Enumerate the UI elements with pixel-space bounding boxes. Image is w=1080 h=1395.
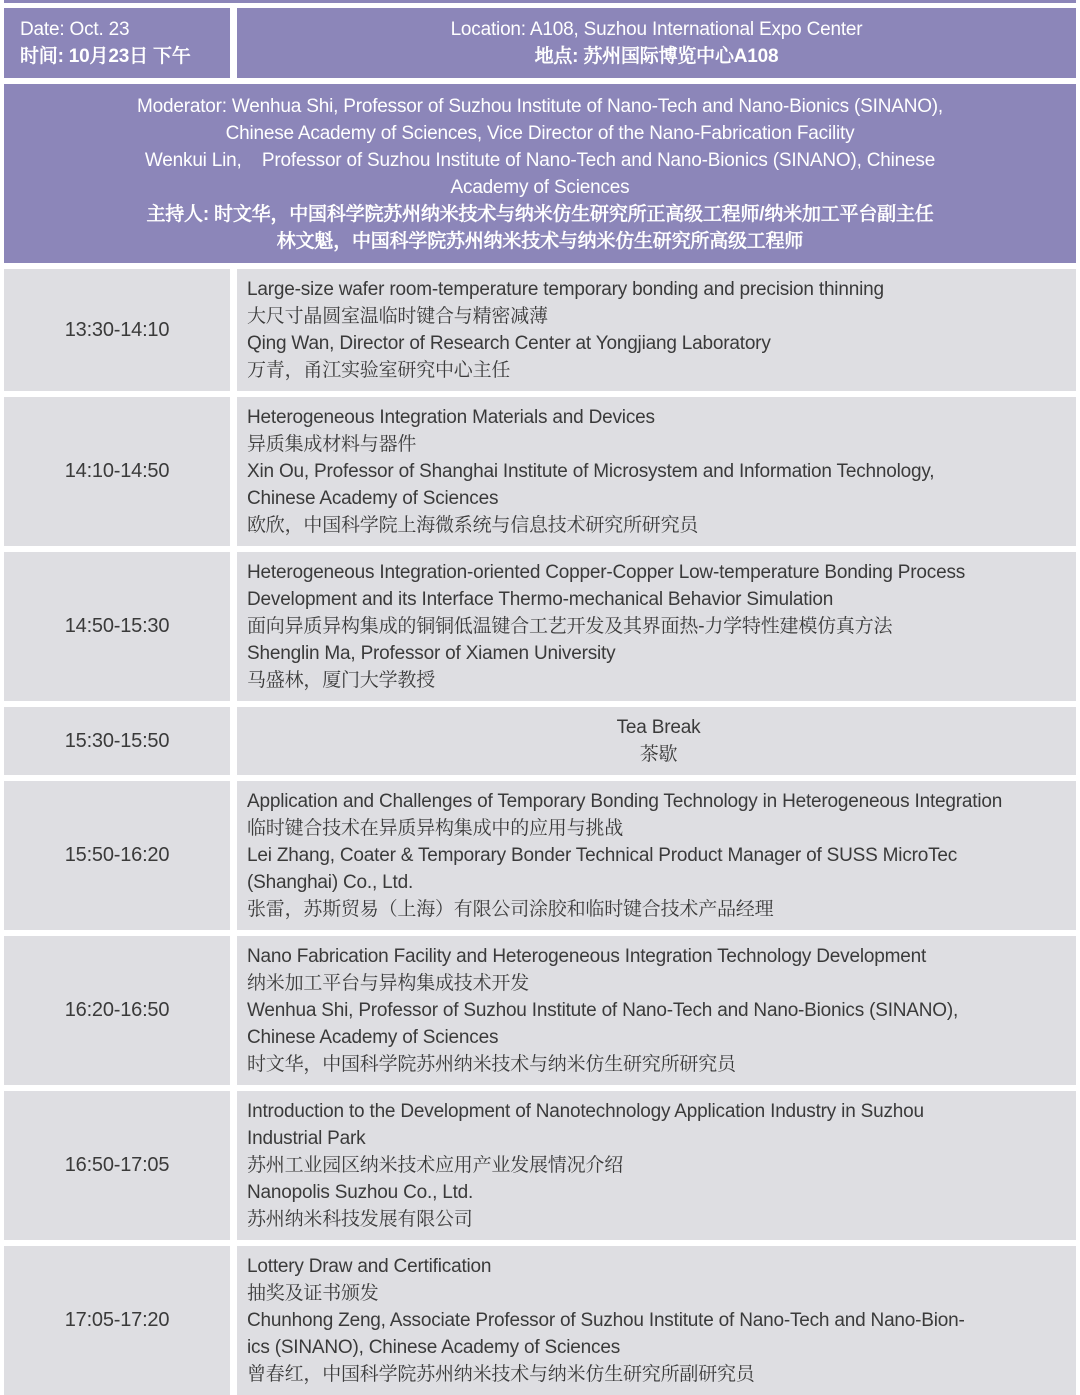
- session-time-cell: [4, 781, 230, 930]
- session-time: 16:20-16:50: [64, 999, 170, 1021]
- session-time-cell: [4, 1091, 230, 1240]
- location-label-en: Location: A108, Suzhou International Expo Center: [450, 19, 863, 40]
- session-line: ics (SINANO), Chinese Academy of Sciences: [247, 1337, 620, 1358]
- session-line: Development and its Interface Thermo-mechanical Behavior Simulation: [247, 589, 834, 610]
- session-line: Xin Ou, Professor of Shanghai Institute of Microsystem and Information Technology,: [247, 461, 935, 482]
- session-line: Shenglin Ma, Professor of Xiamen University: [247, 643, 616, 664]
- session-row: [4, 269, 1076, 391]
- date-label-zh: 时间: 10月23日 下午: [20, 46, 191, 67]
- moderator-line: Chinese Academy of Sciences, Vice Director of the Nano-Fabrication Facility: [225, 123, 855, 144]
- session-content: [237, 1246, 1076, 1395]
- session-content: [237, 781, 1076, 930]
- session-line: 万青，甬江实验室研究中心主任: [247, 360, 511, 381]
- session-line: Qing Wan, Director of Research Center at Yongjiang Laboratory: [247, 333, 771, 354]
- session-line: Lei Zhang, Coater & Temporary Bonder Technical Product Manager of SUSS MicroTec: [247, 845, 958, 866]
- session-row: [4, 781, 1076, 930]
- session-line: 临时键合技术在异质异构集成中的应用与挑战: [247, 818, 624, 839]
- session-row: [4, 397, 1076, 546]
- date-cell: [4, 8, 230, 78]
- session-line: 抽奖及证书颁发: [247, 1283, 379, 1304]
- location-label-zh: 地点: 苏州国际博览中心A108: [534, 46, 779, 67]
- session-row: [4, 1246, 1076, 1395]
- moderator-block: [4, 84, 1076, 263]
- session-time-cell: [4, 1246, 230, 1395]
- session-line: 苏州纳米科技发展有限公司: [247, 1209, 473, 1230]
- session-line: 张雷，苏斯贸易（上海）有限公司涂胶和临时键合技术产品经理: [247, 899, 774, 920]
- session-row: [4, 552, 1076, 701]
- session-row: [4, 1091, 1076, 1240]
- session-line: Tea Break: [616, 717, 701, 738]
- session-line: 苏州工业园区纳米技术应用产业发展情况介绍: [247, 1155, 624, 1176]
- session-line: 纳米加工平台与异构集成技术开发: [247, 973, 530, 994]
- session-time: 14:50-15:30: [64, 615, 170, 637]
- session-time: 17:05-17:20: [64, 1309, 170, 1331]
- session-line: 茶歇: [639, 744, 678, 765]
- location-cell: [237, 8, 1076, 78]
- session-content: [237, 1091, 1076, 1240]
- session-line: Application and Challenges of Temporary Bonding Technology in Heterogeneous Integration: [247, 791, 1003, 812]
- session-line: 时文华，中国科学院苏州纳米技术与纳米仿生研究所研究员: [247, 1054, 736, 1075]
- session-line: 异质集成材料与器件: [247, 434, 417, 455]
- moderator-line: Moderator: Wenhua Shi, Professor of Suzhou Institute of Nano-Tech and Nano-Bionics (SINANO),: [136, 96, 944, 117]
- session-list: [4, 269, 1076, 1395]
- session-time-cell: [4, 707, 230, 775]
- moderator-row-wrap: [4, 84, 1076, 263]
- session-line: 欧欣，中国科学院上海微系统与信息技术研究所研究员: [247, 515, 699, 536]
- session-time-cell: [4, 269, 230, 391]
- date-label-en: Date: Oct. 23: [20, 19, 130, 40]
- session-content: [237, 936, 1076, 1085]
- session-time: 13:30-14:10: [64, 318, 170, 341]
- session-time-cell: [4, 936, 230, 1085]
- session-line: Large-size wafer room-temperature temporary bonding and precision thinning: [247, 279, 884, 300]
- session-line: Industrial Park: [247, 1128, 366, 1149]
- session-line: Lottery Draw and Certification: [247, 1256, 492, 1277]
- session-line: Wenhua Shi, Professor of Suzhou Institute of Nano-Tech and Nano-Bionics (SINANO),: [247, 1000, 959, 1021]
- header-row: [4, 8, 1076, 78]
- moderator-line: Academy of Sciences: [450, 177, 630, 198]
- session-line: 大尺寸晶圆室温临时键合与精密减薄: [247, 306, 548, 327]
- moderator-line: 主持人: 时文华，中国科学院苏州纳米技术与纳米仿生研究所正高级工程师/纳米加工平台副主任: [146, 204, 934, 225]
- session-line: (Shanghai) Co., Ltd.: [247, 872, 414, 893]
- session-line: Heterogeneous Integration-oriented Copper-Copper Low-temperature Bonding Process: [247, 562, 966, 583]
- session-time: 15:30-15:50: [64, 729, 170, 752]
- session-time-cell: [4, 397, 230, 546]
- session-time: 15:50-16:20: [64, 844, 170, 866]
- session-line: Nanopolis Suzhou Co., Ltd.: [247, 1182, 474, 1203]
- session-content: [237, 707, 1076, 775]
- session-line: Chunhong Zeng, Associate Professor of Suzhou Institute of Nano-Tech and Nano-Bion-: [247, 1310, 965, 1331]
- session-line: Nano Fabrication Facility and Heterogeneous Integration Technology Development: [247, 946, 927, 967]
- session-line: Heterogeneous Integration Materials and Devices: [247, 407, 655, 428]
- session-time-cell: [4, 552, 230, 701]
- session-time: 14:10-14:50: [64, 460, 170, 482]
- session-line: 曾春红，中国科学院苏州纳米技术与纳米仿生研究所副研究员: [247, 1364, 755, 1385]
- session-line: Chinese Academy of Sciences: [247, 488, 499, 509]
- session-time: 16:50-17:05: [64, 1154, 170, 1176]
- session-row: [4, 936, 1076, 1085]
- session-content: [237, 552, 1076, 701]
- session-line: Chinese Academy of Sciences: [247, 1027, 499, 1048]
- table-top-edge: [4, 0, 1076, 3]
- moderator-line: Wenkui Lin, Professor of Suzhou Institute of Nano-Tech and Nano-Bionics (SINANO), Chinese: [144, 150, 936, 171]
- moderator-line: 林文魁，中国科学院苏州纳米技术与纳米仿生研究所高级工程师: [276, 231, 804, 252]
- session-line: 面向异质异构集成的铜铜低温键合工艺开发及其界面热-力学特性建模仿真方法: [247, 616, 893, 637]
- session-row: [4, 707, 1076, 775]
- session-line: 马盛林，厦门大学教授: [247, 670, 436, 691]
- session-content: [237, 269, 1076, 391]
- session-line: Introduction to the Development of Nanotechnology Application Industry in Suzhou: [247, 1101, 924, 1122]
- session-content: [237, 397, 1076, 546]
